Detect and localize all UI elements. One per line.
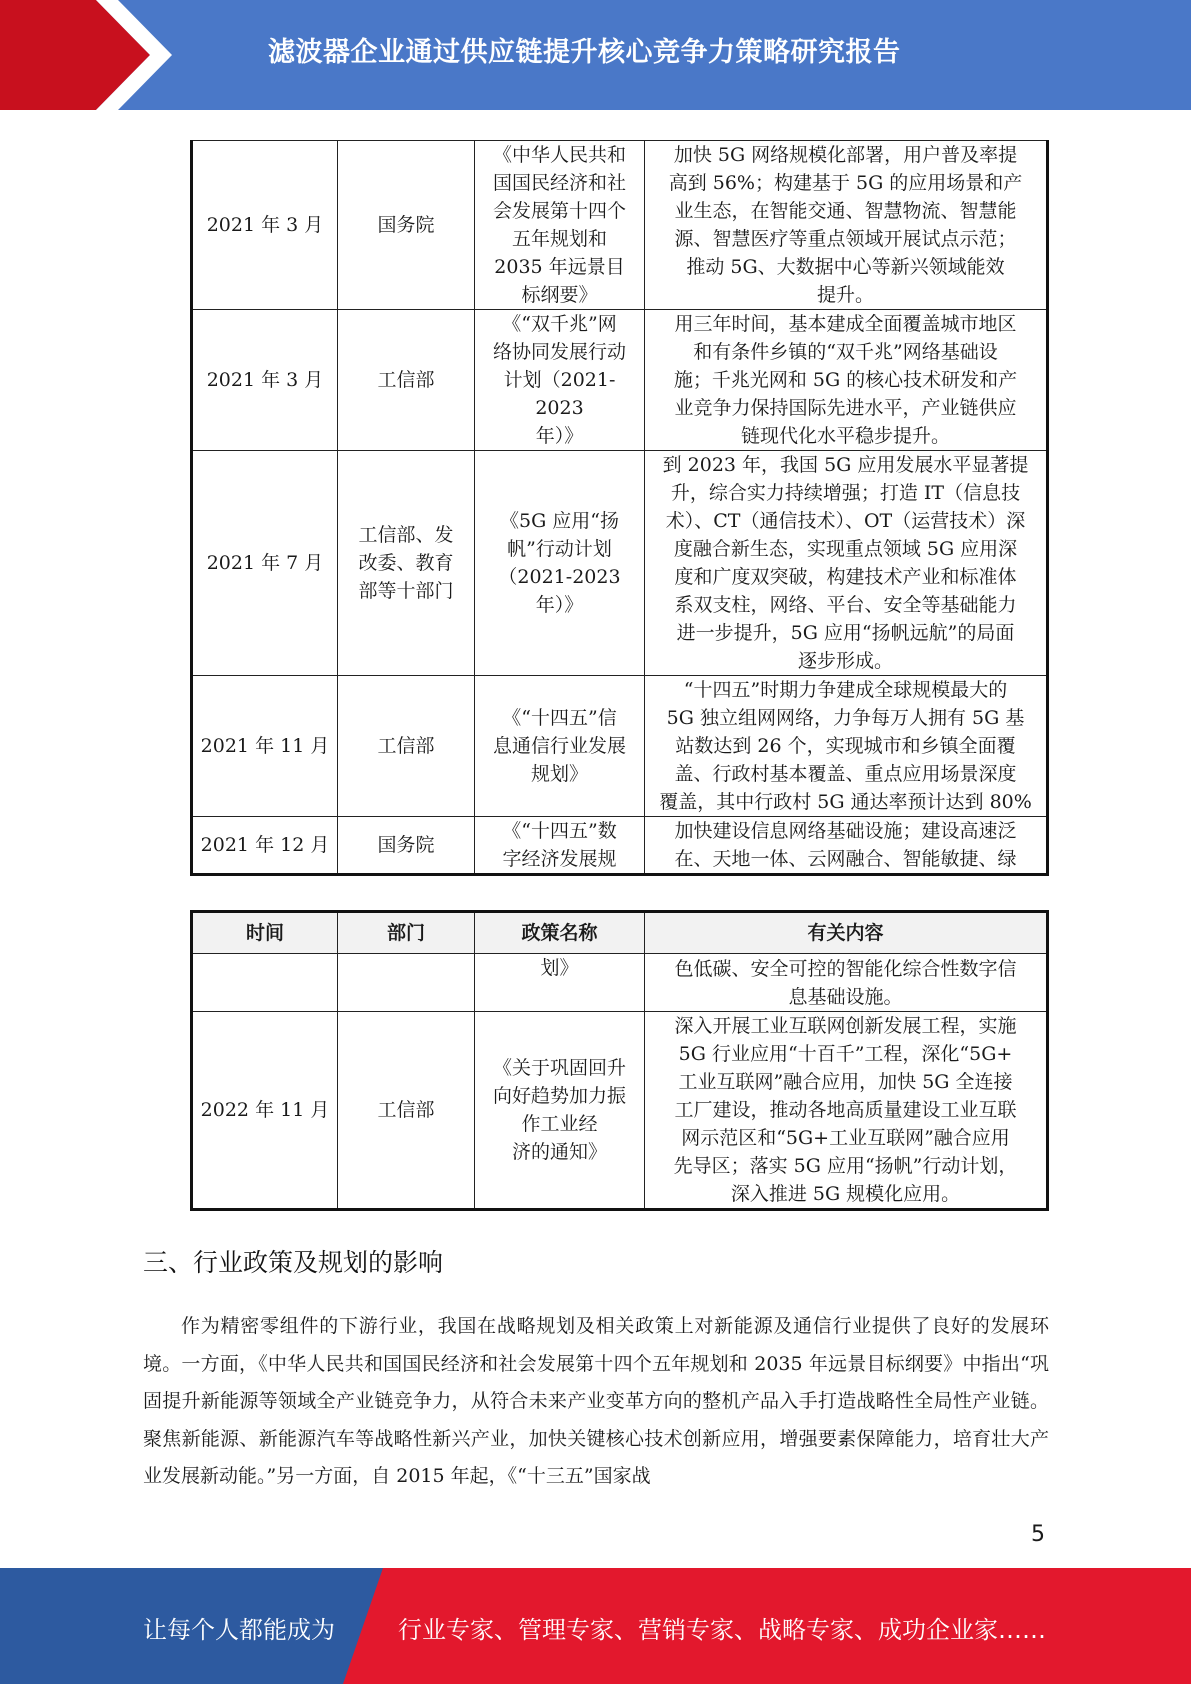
policy-table-continued [190, 140, 1049, 876]
cell-policy [475, 954, 645, 1012]
line: 深入推进 5G 规模化应用。 [730, 1183, 961, 1205]
paragraph: 作为精密零组件的下游行业，我国在战略规划及相关政策上对新能源及通信行业提供了良好的发展环境。一方面，《中华人民共和国国民经济和社会发展第十四个五年规划和 2035 年远景目标纲要》中指出“巩固提升新能源等领域全产业链竞争力，从符合未来产业变革方向的整机产品入手打造战略性全局性产业链。聚焦新能源、新能源汽车等战略性新兴产业，加快关键核心技术创新应用，增强要素保障能力，培育壮大产业发展新动能。”另一方面，自 2015 年起，《“十三五”国家战 [143, 1315, 1049, 1487]
line: （2021-2023 [498, 566, 621, 588]
line: 术）、CT（通信技术）、OT（运营技术）深 [665, 510, 1026, 532]
line: 五年规划和 [511, 228, 607, 250]
line: 深入开展工业互联网创新发展工程，实施 [674, 1015, 1017, 1037]
line: 年）》 [535, 425, 584, 447]
line: 用三年时间，基本建成全面覆盖城市地区 [674, 313, 1017, 335]
line: “十四五”时期力争建成全球规模最大的 [683, 679, 1008, 701]
line: 会发展第十四个 [492, 200, 626, 222]
line: 《“十四五”信 [502, 707, 617, 729]
line: 度和广度双突破，构建技术产业和标准体 [674, 566, 1017, 588]
line: 盖、行政村基本覆盖、重点应用场景深度 [674, 763, 1017, 785]
line: 帆”行动计划 [507, 538, 612, 560]
table-row [192, 1012, 1048, 1210]
cell-time: 2021 年 7 月 [192, 451, 338, 676]
line: 进一步提升，5G 应用“扬帆远航”的局面 [676, 622, 1015, 644]
line: 改委、教育 [358, 552, 454, 574]
cell-department: 国务院 [338, 817, 475, 875]
line: 部等十部门 [358, 580, 454, 602]
table-row [192, 451, 1048, 676]
header-department: 部门 [338, 912, 475, 954]
line: 工信部、发 [358, 524, 454, 546]
cell-time: 2021 年 3 月 [192, 310, 338, 451]
cell-content [645, 676, 1048, 817]
line: 加快 5G 网络规模化部署，用户普及率提 [673, 144, 1018, 166]
cell-policy [475, 451, 645, 676]
line: 提升。 [816, 284, 874, 306]
line: 息通信行业发展 [492, 735, 626, 757]
cell-content [645, 954, 1048, 1012]
cell-policy [475, 676, 645, 817]
line: 网示范区和“5G+工业互联网”融合应用 [681, 1127, 1010, 1149]
line: 站数达到 26 个，实现城市和乡镇全面覆 [675, 735, 1016, 757]
cell-department: 工信部 [338, 310, 475, 451]
line: 《“十四五”数 [502, 820, 617, 842]
line: 2035 年远景目 [494, 256, 625, 278]
line: 色低碳、安全可控的智能化综合性数字信 [674, 957, 1017, 980]
cell-time [192, 954, 338, 1012]
header-time: 时间 [192, 912, 338, 954]
cell-department: 工信部 [338, 676, 475, 817]
cell-time: 2021 年 11 月 [192, 676, 338, 817]
footer-slogan-left: 让每个人都能成为 [143, 1616, 335, 1644]
line: 先导区；落实 5G 应用“扬帆”行动计划， [673, 1155, 1018, 1177]
line: 络协同发展行动 [492, 341, 626, 363]
cell-time: 2021 年 3 月 [192, 141, 338, 310]
table-row [192, 817, 1048, 875]
line: 作工业经 [521, 1113, 598, 1135]
cell-department: 工信部 [338, 1012, 475, 1210]
line: 推动 5G、大数据中心等新兴领域能效 [686, 256, 1005, 278]
table-row [192, 141, 1048, 310]
page-number: 5 [1031, 1522, 1045, 1547]
line: 加快建设信息网络基础设施；建设高速泛 [674, 820, 1017, 842]
line: 标纲要》 [521, 284, 598, 306]
line: 和有条件乡镇的“双千兆”网络基础设 [693, 341, 998, 363]
line: 《“双千兆”网 [502, 313, 617, 335]
report-title: 滤波器企业通过供应链提升核心竞争力策略研究报告 [268, 37, 901, 68]
policy-table [190, 910, 1049, 1211]
cell-department [338, 954, 475, 1012]
line: 源、智慧医疗等重点领域开展试点示范； [674, 228, 1017, 250]
cell-content [645, 451, 1048, 676]
header-content: 有关内容 [645, 912, 1048, 954]
line: 《中华人民共和 [492, 144, 626, 166]
line: 规划》 [530, 763, 588, 785]
cell-content [645, 310, 1048, 451]
line: 工业互联网”融合应用，加快 5G 全连接 [678, 1071, 1013, 1093]
cell-time: 2021 年 12 月 [192, 817, 338, 875]
line: 业生态，在智能交通、智慧物流、智慧能 [674, 200, 1017, 222]
line: 5G 独立组网网络，力争每万人拥有 5G 基 [666, 707, 1025, 729]
line: 5G 行业应用“十百千”工程，深化“5G+ [678, 1043, 1013, 1065]
footer-banner [0, 1568, 1191, 1684]
table-header-row [192, 912, 1048, 954]
cell-policy [475, 1012, 645, 1210]
line: 在、天地一体、云网融合、智能敏捷、绿 [674, 848, 1017, 870]
line: 《关于巩固回升 [492, 1057, 626, 1079]
cell-content [645, 1012, 1048, 1210]
table-row [192, 310, 1048, 451]
cell-policy [475, 310, 645, 451]
line: 工厂建设，推动各地高质量建设工业互联 [674, 1099, 1017, 1121]
cell-policy [475, 817, 645, 875]
line: 覆盖，其中行政村 5G 通达率预计达到 80% [659, 791, 1032, 813]
cell-department: 国务院 [338, 141, 475, 310]
line: 向好趋势加力振 [492, 1085, 626, 1107]
line: 济的通知》 [511, 1141, 607, 1163]
cell-department [338, 451, 475, 676]
line: 系双支柱，网络、平台、安全等基础能力 [674, 594, 1017, 616]
line: 年）》 [535, 594, 584, 616]
line: 到 2023 年，我国 5G 应用发展水平显著提 [662, 454, 1029, 476]
line: 链现代化水平稳步提升。 [740, 425, 950, 447]
cell-content [645, 141, 1048, 310]
line: 度融合新生态，实现重点领域 5G 应用深 [673, 538, 1018, 560]
line: 国国民经济和社 [492, 172, 626, 194]
line: 逐步形成。 [797, 650, 893, 672]
line: 划》 [540, 957, 579, 979]
cell-content [645, 817, 1048, 875]
body-text [143, 1308, 1049, 1496]
line: 计划（2021-2023 [503, 369, 616, 419]
cell-time: 2022 年 11 月 [192, 1012, 338, 1210]
section-heading: 三、行业政策及规划的影响 [143, 1248, 444, 1277]
line: 《5G 应用“扬 [499, 510, 620, 532]
cell-policy [475, 141, 645, 310]
line: 升，综合实力持续增强；打造 IT（信息技 [670, 482, 1021, 504]
line: 施；千兆光网和 5G 的核心技术研发和产 [673, 369, 1018, 391]
line: 业竞争力保持国际先进水平，产业链供应 [674, 397, 1017, 419]
line: 息基础设施。 [788, 985, 903, 1008]
line: 字经济发展规 [502, 848, 617, 870]
line: 高到 56%；构建基于 5G 的应用场景和产 [668, 172, 1023, 194]
table-row [192, 676, 1048, 817]
footer-slogan-right: 行业专家、管理专家、营销专家、战略专家、成功企业家…… [398, 1616, 1046, 1644]
header-policy: 政策名称 [475, 912, 645, 954]
table-row [192, 954, 1048, 1012]
header-banner [0, 0, 1191, 110]
